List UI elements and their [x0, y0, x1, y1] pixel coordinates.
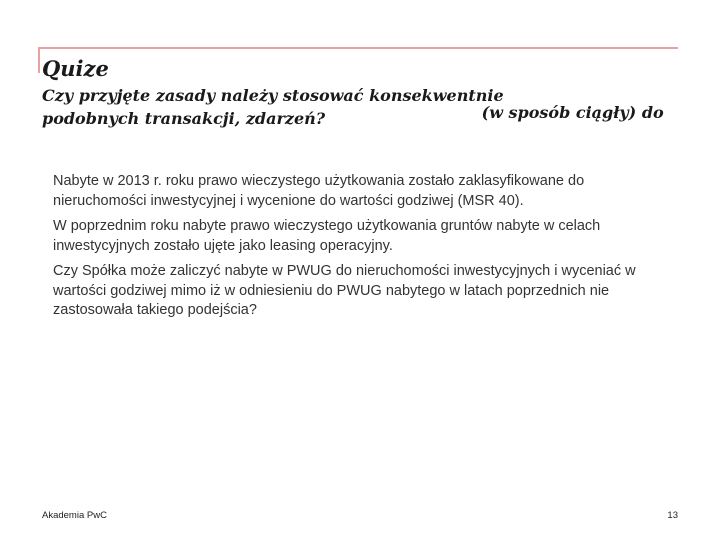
slide-question: [42, 84, 682, 130]
top-divider: [38, 47, 678, 49]
slide-body: [53, 172, 663, 327]
page-number: 13: [667, 510, 678, 521]
question-line-1-overlap: (w sposób ciągły) do: [481, 103, 664, 122]
question-line-2: podobnych transakcji, zdarzeń?: [42, 109, 326, 128]
paragraph-3: Czy Spółka może zaliczyć nabyte w PWUG do nieruchomości inwestycyjnych i wyceniać w wartości godziwej mimo iż w odniesieniu do PWUG nabytego w latach poprzednich nie zastosowała takiego podejścia?: [53, 263, 636, 318]
slide-title: Quize: [42, 56, 109, 81]
question-line-1-start: Czy przyjęte zasady należy stosować konsekwentnie: [42, 86, 504, 105]
left-accent-tick: [38, 47, 40, 73]
paragraph-2: W poprzednim roku nabyte prawo wieczystego użytkowania gruntów nabyte w celach inwestycyjnych zostało ujęte jako leasing operacyjny.: [53, 218, 601, 254]
footer-brand: Akademia PwC: [42, 510, 107, 521]
paragraph-1: Nabyte w 2013 r. roku prawo wieczystego użytkowania zostało zaklasyfikowane do nieruchomości inwestycyjnej i wycenione do wartości godziwej (MSR 40).: [53, 173, 585, 209]
question-overlap-group: [42, 84, 504, 107]
